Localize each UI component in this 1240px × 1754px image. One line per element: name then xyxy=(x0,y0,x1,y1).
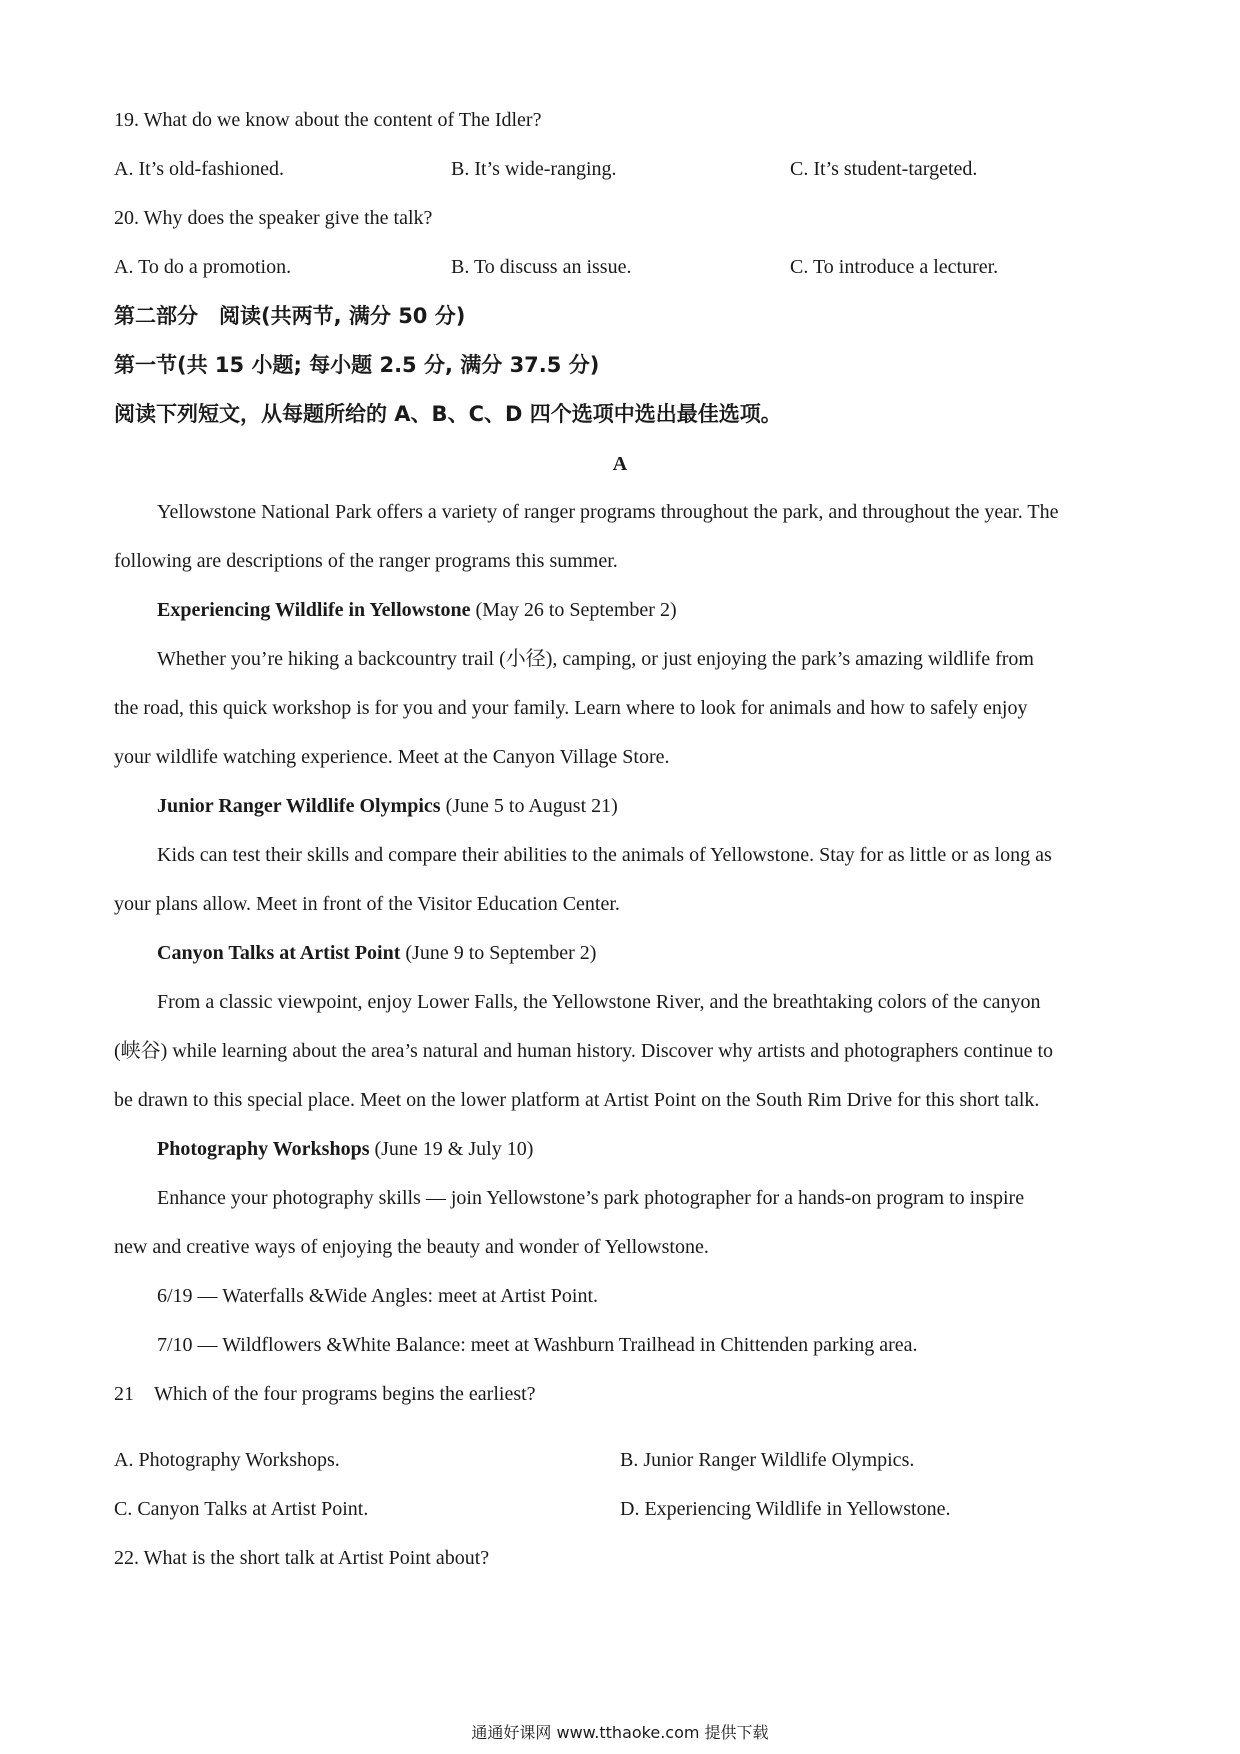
program-text-line: the road, this quick workshop is for you and your family. Learn where to look for animals and how to safely enjoy xyxy=(114,697,1028,719)
program-dates: (June 19 & July 10) xyxy=(369,1138,534,1160)
passage-letter: A xyxy=(612,453,628,475)
q21-option-c: C. Canyon Talks at Artist Point. xyxy=(114,1498,369,1520)
program-name: Canyon Talks at Artist Point xyxy=(157,942,401,964)
q19-option-b: B. It’s wide-ranging. xyxy=(451,158,617,180)
program-text-line: your plans allow. Meet in front of the Visitor Education Center. xyxy=(114,893,620,915)
program-heading xyxy=(157,792,618,820)
program-text-line: Enhance your photography skills — join Yellowstone’s park photographer for a hands-on program to inspire xyxy=(157,1187,1025,1209)
q19-option-c: C. It’s student-targeted. xyxy=(790,158,978,180)
program-heading xyxy=(157,596,677,624)
question-22: 22. What is the short talk at Artist Point about? xyxy=(114,1547,490,1569)
page-footer: 通通好课网 www.tthaoke.com 提供下载 xyxy=(471,1723,769,1742)
q19-option-a: A. It’s old-fashioned. xyxy=(114,158,284,180)
q21-option-b: B. Junior Ranger Wildlife Olympics. xyxy=(620,1449,915,1471)
program-text-line: Kids can test their skills and compare their abilities to the animals of Yellowstone. Stay for as little or as long as xyxy=(157,844,1052,866)
q20-option-b: B. To discuss an issue. xyxy=(451,256,632,278)
q21-option-d: D. Experiencing Wildlife in Yellowstone. xyxy=(620,1498,951,1520)
program-heading xyxy=(157,939,596,967)
program-text-line: new and creative ways of enjoying the beauty and wonder of Yellowstone. xyxy=(114,1236,709,1258)
session-line: 6/19 — Waterfalls &Wide Angles: meet at Artist Point. xyxy=(157,1285,599,1307)
program-dates: (June 5 to August 21) xyxy=(440,795,618,817)
q21-option-a: A. Photography Workshops. xyxy=(114,1449,340,1471)
program-heading xyxy=(157,1135,533,1163)
program-name: Experiencing Wildlife in Yellowstone xyxy=(157,599,471,621)
program-name: Junior Ranger Wildlife Olympics xyxy=(157,795,441,817)
section-instruction: 阅读下列短文，从每题所给的 A、B、C、D 四个选项中选出最佳选项。 xyxy=(114,402,782,426)
intro-line-2: following are descriptions of the ranger programs this summer. xyxy=(114,550,618,572)
program-dates: (May 26 to September 2) xyxy=(470,599,677,621)
session-line: 7/10 — Wildflowers &White Balance: meet at Washburn Trailhead in Chittenden parking area. xyxy=(157,1334,918,1356)
program-text-line: your wildlife watching experience. Meet at the Canyon Village Store. xyxy=(114,746,670,768)
q20-option-c: C. To introduce a lecturer. xyxy=(790,256,999,278)
program-dates: (June 9 to September 2) xyxy=(400,942,597,964)
program-text-line: From a classic viewpoint, enjoy Lower Falls, the Yellowstone River, and the breathtaking colors of the canyon xyxy=(157,991,1041,1013)
program-text-line: Whether you’re hiking a backcountry trail (小径), camping, or just enjoying the park’s amazing wildlife from xyxy=(157,648,1034,670)
question-21: 21 Which of the four programs begins the earliest? xyxy=(114,1383,536,1405)
program-text-line: (峡谷) while learning about the area’s natural and human history. Discover why artists and photographers continue to xyxy=(114,1040,1054,1062)
question-19: 19. What do we know about the content of The Idler? xyxy=(114,109,542,131)
program-text-line: be drawn to this special place. Meet on the lower platform at Artist Point on the South Rim Drive for this short talk. xyxy=(114,1089,1040,1111)
question-20: 20. Why does the speaker give the talk? xyxy=(114,207,433,229)
part-title: 第二部分 阅读(共两节, 满分 50 分) xyxy=(114,304,466,328)
intro-line-1: Yellowstone National Park offers a variety of ranger programs throughout the park, and throughout the year. The xyxy=(157,501,1059,523)
subsection-title: 第一节(共 15 小题; 每小题 2.5 分, 满分 37.5 分) xyxy=(114,353,600,377)
q20-option-a: A. To do a promotion. xyxy=(114,256,292,278)
program-name: Photography Workshops xyxy=(157,1138,370,1160)
